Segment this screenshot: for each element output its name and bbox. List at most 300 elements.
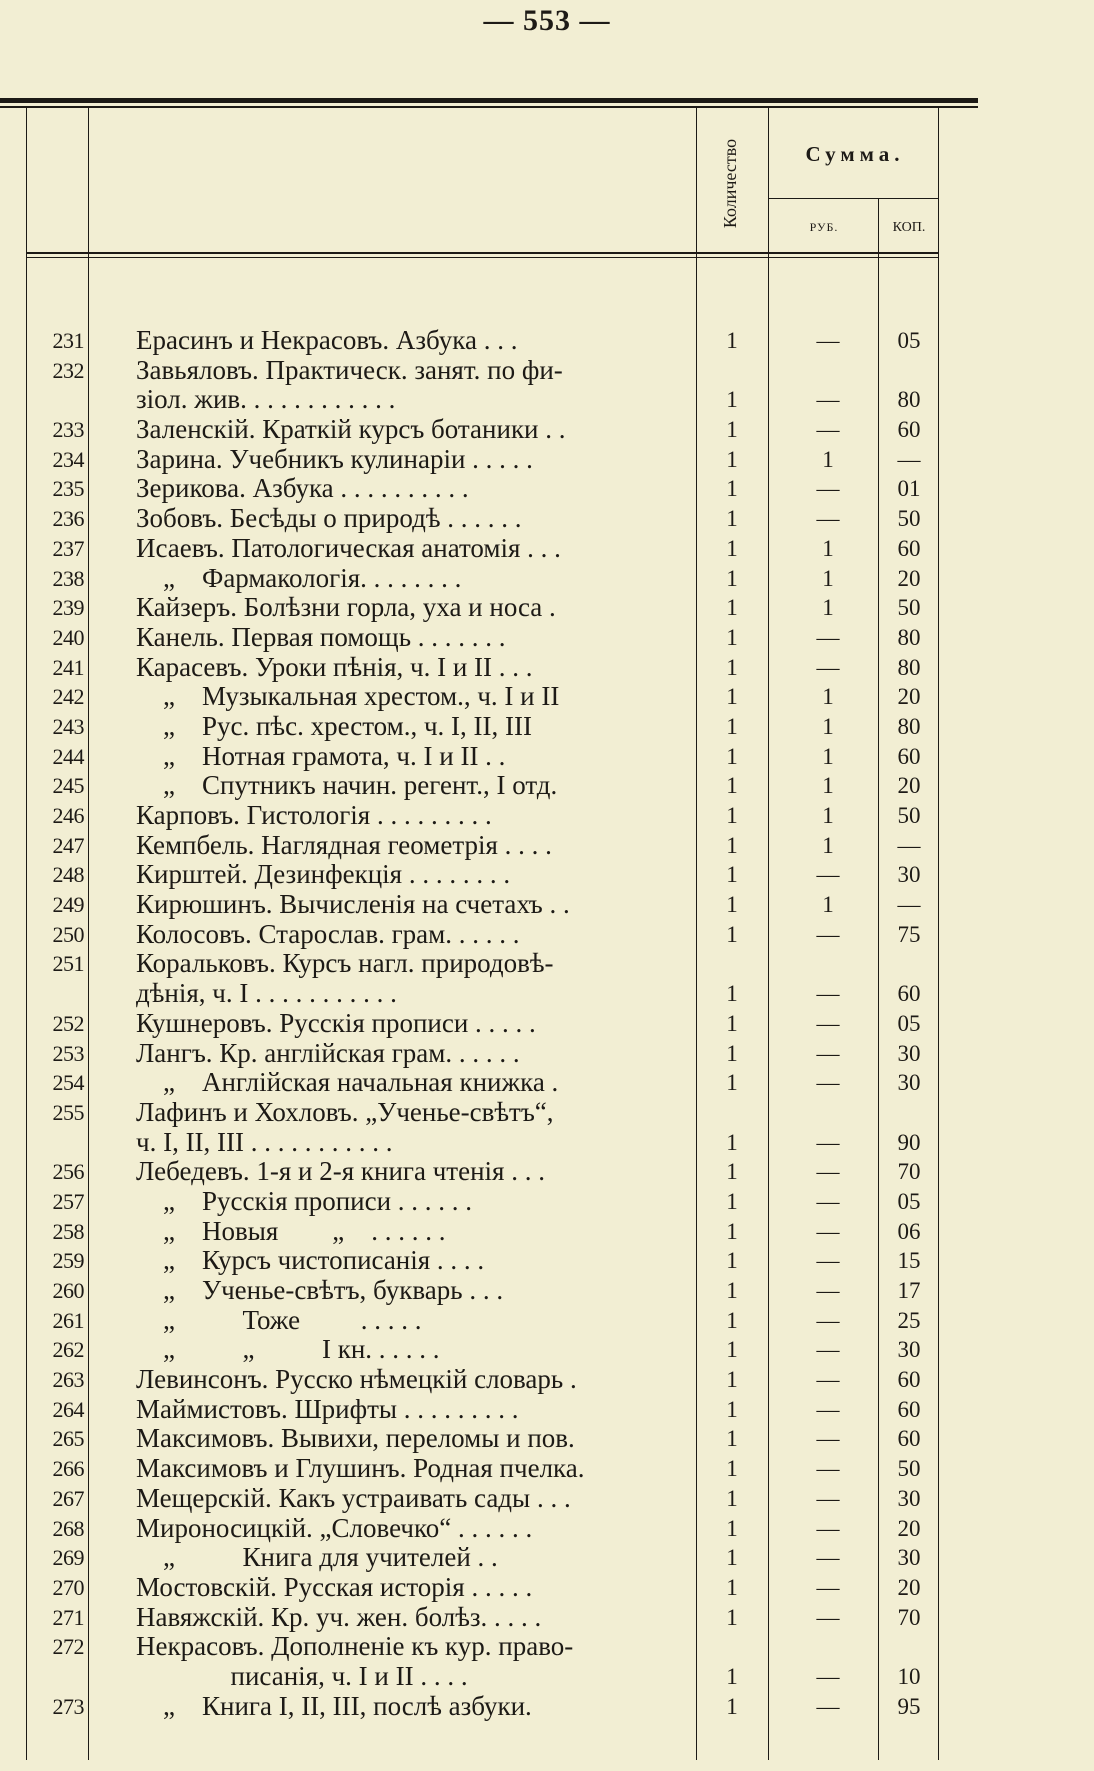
quantity-header: Количество bbox=[720, 138, 741, 228]
qty-value: 1 bbox=[726, 1218, 738, 1244]
entry-title bbox=[136, 1335, 684, 1365]
kop-value: 20 bbox=[897, 684, 921, 710]
table-row bbox=[0, 1395, 1094, 1425]
entry-title bbox=[136, 1098, 684, 1157]
entry-title-line: Завьяловъ. Практическ. занят. по фи- bbox=[136, 355, 563, 385]
entry-number: 269 bbox=[52, 1545, 84, 1571]
entry-title-line: Канель. Первая помощь . . . . . . . bbox=[136, 622, 506, 652]
kop-value: 80 bbox=[897, 387, 921, 413]
entry-title-line: дѣнія, ч. I . . . . . . . . . . . bbox=[136, 978, 397, 1009]
table-row bbox=[0, 1187, 1094, 1217]
catalog-table bbox=[0, 326, 1094, 1721]
entry-title-line: Зарина. Учебникъ кулинаріи . . . . . bbox=[136, 444, 533, 474]
entry-number: 241 bbox=[52, 654, 84, 680]
table-row bbox=[0, 653, 1094, 683]
qty-value: 1 bbox=[726, 1070, 738, 1096]
entry-title bbox=[136, 831, 684, 861]
kop-value: 80 bbox=[897, 624, 921, 650]
entry-title bbox=[136, 1039, 684, 1069]
entry-title-line: Маймистовъ. Шрифты . . . . . . . . . bbox=[136, 1394, 519, 1424]
qty-value: 1 bbox=[726, 803, 738, 828]
rub-value: 1 bbox=[822, 743, 834, 769]
qty-value: 1 bbox=[726, 565, 738, 591]
table-row bbox=[0, 771, 1094, 801]
entry-title-line: „ Новыя „ . . . . . . bbox=[136, 1216, 446, 1246]
qty-value: 1 bbox=[726, 1278, 738, 1304]
rub-value: — bbox=[816, 1040, 840, 1066]
table-row bbox=[0, 1424, 1094, 1454]
table-row bbox=[0, 831, 1094, 861]
rub-value: — bbox=[816, 981, 840, 1007]
qty-value: 1 bbox=[726, 654, 738, 680]
entry-title bbox=[136, 474, 684, 504]
entry-number: 244 bbox=[52, 743, 84, 769]
entry-title bbox=[136, 742, 684, 772]
rub-value: — bbox=[816, 1218, 840, 1244]
qty-value: 1 bbox=[726, 1396, 738, 1422]
entry-title bbox=[136, 653, 684, 683]
kop-value: — bbox=[897, 446, 921, 472]
kop-value: — bbox=[897, 832, 921, 858]
table-row bbox=[0, 1217, 1094, 1247]
entry-title bbox=[136, 564, 684, 594]
entry-title-line: „ Книга для учителей . . bbox=[136, 1543, 498, 1573]
kop-value: 30 bbox=[897, 862, 921, 888]
table-row bbox=[0, 474, 1094, 504]
entry-number: 249 bbox=[52, 892, 84, 918]
qty-value: 1 bbox=[726, 832, 738, 858]
entry-title-line: Кайзеръ. Болѣзни горла, уха и носа . bbox=[136, 593, 556, 623]
table-row bbox=[0, 1157, 1094, 1187]
entry-title-line: Карповъ. Гистологія . . . . . . . . . bbox=[136, 801, 492, 831]
kop-value: 80 bbox=[897, 654, 921, 680]
rub-value: — bbox=[816, 1396, 840, 1422]
entry-number: 272 bbox=[52, 1634, 84, 1660]
rub-value: — bbox=[816, 1515, 840, 1541]
entry-number: 273 bbox=[52, 1693, 84, 1719]
table-row bbox=[0, 504, 1094, 534]
rub-value: — bbox=[816, 506, 840, 532]
qty-value: 1 bbox=[726, 446, 738, 472]
entry-title-line: Навяжскій. Кр. уч. жен. болѣз. . . . . bbox=[136, 1602, 542, 1632]
page-number: — 553 — bbox=[483, 4, 611, 37]
kop-value: 50 bbox=[897, 506, 921, 532]
entry-title bbox=[136, 771, 684, 801]
rub-value: — bbox=[816, 1693, 840, 1719]
rub-value: — bbox=[816, 327, 840, 353]
entry-title-line: „ Книга I, II, III, послѣ азбуки. bbox=[136, 1691, 532, 1721]
qty-value: 1 bbox=[726, 1663, 738, 1689]
qty-value: 1 bbox=[726, 506, 738, 532]
qty-value: 1 bbox=[726, 743, 738, 769]
rub-value: — bbox=[816, 921, 840, 947]
rub-value: 1 bbox=[822, 595, 834, 621]
entry-title bbox=[136, 415, 684, 445]
entry-title-line: Максимовъ и Глушинъ. Родная пчелка. bbox=[136, 1454, 585, 1484]
table-row bbox=[0, 1543, 1094, 1573]
table-row bbox=[0, 1692, 1094, 1722]
rub-value: — bbox=[816, 417, 840, 443]
rub-value: — bbox=[816, 1188, 840, 1214]
top-rule-thin bbox=[0, 106, 978, 108]
entry-title-line: Заленскій. Краткій курсъ ботаники . . bbox=[136, 415, 566, 445]
table-row bbox=[0, 682, 1094, 712]
rub-value: — bbox=[816, 1663, 840, 1689]
entry-number: 258 bbox=[52, 1218, 84, 1244]
rub-value: — bbox=[816, 1070, 840, 1096]
entry-title-line: Мостовскій. Русская исторія . . . . . bbox=[136, 1572, 533, 1602]
entry-title-line: „ Спутникъ начин. регент., I отд. bbox=[136, 771, 558, 801]
entry-title bbox=[136, 1068, 684, 1098]
kop-value: 70 bbox=[897, 1604, 921, 1630]
qty-value: 1 bbox=[726, 1426, 738, 1452]
entry-title bbox=[136, 1603, 684, 1633]
entry-title-line: ч. I, II, III . . . . . . . . . . . bbox=[136, 1126, 393, 1157]
entry-title bbox=[136, 860, 684, 890]
rub-value: 1 bbox=[822, 684, 834, 710]
entry-number: 257 bbox=[52, 1188, 84, 1214]
table-row bbox=[0, 890, 1094, 920]
entry-number: 239 bbox=[52, 595, 84, 621]
qty-value: 1 bbox=[726, 1545, 738, 1571]
entry-title-line: „ Англійская начальная книжка . bbox=[136, 1068, 559, 1098]
qty-value: 1 bbox=[726, 1159, 738, 1185]
rub-value: 1 bbox=[822, 832, 834, 858]
table-row bbox=[0, 1632, 1094, 1691]
table-row bbox=[0, 1365, 1094, 1395]
table-row bbox=[0, 1335, 1094, 1365]
entry-number: 260 bbox=[52, 1278, 84, 1304]
qty-value: 1 bbox=[726, 1604, 738, 1630]
entry-title bbox=[136, 623, 684, 653]
entry-number: 246 bbox=[52, 803, 84, 829]
entry-title bbox=[136, 1514, 684, 1544]
entry-title bbox=[136, 1365, 684, 1395]
qty-value: 1 bbox=[726, 981, 738, 1007]
entry-title bbox=[136, 1632, 684, 1691]
table-row bbox=[0, 593, 1094, 623]
entry-title-line: Мироносицкій. „Словечко“ . . . . . . bbox=[136, 1513, 533, 1543]
kop-value: 50 bbox=[897, 803, 921, 828]
entry-number: 237 bbox=[52, 535, 84, 561]
entry-number: 234 bbox=[52, 446, 84, 472]
entry-title-line: „ Нотная грамота, ч. I и II . . bbox=[136, 741, 506, 771]
entry-number: 238 bbox=[52, 565, 84, 591]
kop-value: 60 bbox=[897, 1367, 921, 1393]
qty-value: 1 bbox=[726, 1040, 738, 1066]
kop-value: 25 bbox=[897, 1307, 921, 1333]
kop-value: 15 bbox=[897, 1248, 921, 1274]
entry-title bbox=[136, 445, 684, 475]
qty-value: 1 bbox=[726, 387, 738, 413]
entry-title bbox=[136, 356, 684, 415]
entry-title-line: Лебедевъ. 1-я и 2-я книга чтенія . . . bbox=[136, 1157, 545, 1187]
qty-value: 1 bbox=[726, 1188, 738, 1214]
entry-number: 268 bbox=[52, 1515, 84, 1541]
rub-value: — bbox=[816, 476, 840, 502]
entry-title-line: Кемпбель. Наглядная геометрія . . . . bbox=[136, 830, 552, 860]
table-row bbox=[0, 712, 1094, 742]
entry-title-line: „ Курсъ чистописанія . . . . bbox=[136, 1246, 485, 1276]
entry-number: 231 bbox=[52, 328, 84, 353]
rub-value: — bbox=[816, 1307, 840, 1333]
entry-title bbox=[136, 682, 684, 712]
entry-title bbox=[136, 1573, 684, 1603]
table-row bbox=[0, 445, 1094, 475]
entry-title-line: „ Рус. пѣс. хрестом., ч. I, II, III bbox=[136, 711, 533, 741]
table-row bbox=[0, 623, 1094, 653]
qty-value: 1 bbox=[726, 1693, 738, 1719]
kop-value: 20 bbox=[897, 773, 921, 799]
entry-number: 242 bbox=[52, 684, 84, 710]
rub-value: 1 bbox=[822, 535, 834, 561]
qty-value: 1 bbox=[726, 892, 738, 918]
table-row bbox=[0, 1573, 1094, 1603]
rub-value: 1 bbox=[822, 773, 834, 799]
kop-value: 95 bbox=[897, 1693, 921, 1719]
qty-value: 1 bbox=[726, 595, 738, 621]
qty-value: 1 bbox=[726, 417, 738, 443]
table-row bbox=[0, 356, 1094, 415]
rub-value: — bbox=[816, 387, 840, 413]
entry-title bbox=[136, 1276, 684, 1306]
kop-value: 20 bbox=[897, 565, 921, 591]
header-rule-thin bbox=[26, 257, 938, 258]
entry-number: 263 bbox=[52, 1367, 84, 1393]
entry-title-line: Кирюшинъ. Вычисленія на счетахъ . . bbox=[136, 890, 570, 920]
table-row bbox=[0, 1484, 1094, 1514]
entry-title bbox=[136, 890, 684, 920]
rub-value: 1 bbox=[822, 446, 834, 472]
kop-value: 70 bbox=[897, 1159, 921, 1185]
rub-value: — bbox=[816, 1574, 840, 1600]
kop-value: 30 bbox=[897, 1040, 921, 1066]
entry-title bbox=[136, 1246, 684, 1276]
kop-value: 30 bbox=[897, 1545, 921, 1571]
entry-title-line: Ерасинъ и Некрасовъ. Азбука . . . bbox=[136, 326, 518, 355]
entry-title-line: Зерикова. Азбука . . . . . . . . . . bbox=[136, 474, 469, 504]
entry-title bbox=[136, 1424, 684, 1454]
kop-value: 60 bbox=[897, 535, 921, 561]
rub-value: 1 bbox=[822, 713, 834, 739]
entry-title-line: Зобовъ. Бесѣды о природѣ . . . . . . bbox=[136, 504, 522, 534]
rub-value: — bbox=[816, 1456, 840, 1482]
entry-title bbox=[136, 920, 684, 950]
rub-value: 1 bbox=[822, 892, 834, 918]
entry-title bbox=[136, 1484, 684, 1514]
entry-title-line: Некрасовъ. Дополненіе къ кур. право- bbox=[136, 1632, 574, 1662]
table-row bbox=[0, 1068, 1094, 1098]
entry-number: 235 bbox=[52, 476, 84, 502]
entry-title-line: „ Ученье-свѣтъ, букварь . . . bbox=[136, 1276, 504, 1306]
rub-value: — bbox=[816, 1367, 840, 1393]
qty-value: 1 bbox=[726, 535, 738, 561]
qty-value: 1 bbox=[726, 713, 738, 739]
qty-value: 1 bbox=[726, 921, 738, 947]
qty-value: 1 bbox=[726, 1248, 738, 1274]
header-rule bbox=[26, 252, 938, 254]
entry-title-line: Мещерскій. Какъ устраивать сады . . . bbox=[136, 1483, 571, 1513]
entry-title-line: писанія, ч. I и II . . . . bbox=[136, 1660, 468, 1691]
table-row bbox=[0, 1098, 1094, 1157]
entry-number: 256 bbox=[52, 1159, 84, 1185]
entry-title bbox=[136, 504, 684, 534]
rub-value: — bbox=[816, 1129, 840, 1155]
entry-title bbox=[136, 712, 684, 742]
kop-value: 30 bbox=[897, 1070, 921, 1096]
entry-title bbox=[136, 1217, 684, 1247]
entry-number: 261 bbox=[52, 1307, 84, 1333]
entry-number: 255 bbox=[52, 1099, 84, 1125]
rub-value: — bbox=[816, 1159, 840, 1185]
entry-number: 271 bbox=[52, 1604, 84, 1630]
kop-value: 90 bbox=[897, 1129, 921, 1155]
entry-title bbox=[136, 326, 684, 356]
kop-value: 80 bbox=[897, 713, 921, 739]
entry-number: 267 bbox=[52, 1485, 84, 1511]
entry-number: 265 bbox=[52, 1426, 84, 1452]
entry-number: 247 bbox=[52, 832, 84, 858]
rub-value: 1 bbox=[822, 803, 834, 828]
kop-value: 30 bbox=[897, 1337, 921, 1363]
rub-value: — bbox=[816, 624, 840, 650]
kop-value: 60 bbox=[897, 981, 921, 1007]
rub-value: — bbox=[816, 1545, 840, 1571]
qty-value: 1 bbox=[726, 773, 738, 799]
top-rule bbox=[0, 98, 978, 103]
rub-value: — bbox=[816, 1426, 840, 1452]
entry-title bbox=[136, 1543, 684, 1573]
kop-value: 05 bbox=[897, 1188, 921, 1214]
table-row bbox=[0, 326, 1094, 356]
entry-title bbox=[136, 1395, 684, 1425]
qty-value: 1 bbox=[726, 1456, 738, 1482]
kop-value: 06 bbox=[897, 1218, 921, 1244]
qty-value: 1 bbox=[726, 1574, 738, 1600]
entry-number: 243 bbox=[52, 713, 84, 739]
entry-number: 250 bbox=[52, 921, 84, 947]
kop-value: 05 bbox=[897, 1010, 921, 1036]
kop-value: 10 bbox=[897, 1663, 921, 1689]
kop-value: 20 bbox=[897, 1574, 921, 1600]
kop-value: 01 bbox=[897, 476, 921, 502]
entry-title-line: Лангъ. Кр. англійская грам. . . . . . bbox=[136, 1038, 520, 1068]
kop-header: КОП. bbox=[892, 220, 926, 235]
entry-title bbox=[136, 1157, 684, 1187]
kop-value: 60 bbox=[897, 743, 921, 769]
qty-value: 1 bbox=[726, 1307, 738, 1333]
entry-title-line: Кушнеровъ. Русскія прописи . . . . . bbox=[136, 1008, 536, 1038]
table-row bbox=[0, 415, 1094, 445]
entry-number: 245 bbox=[52, 773, 84, 799]
entry-number: 262 bbox=[52, 1337, 84, 1363]
entry-title-line: Коральковъ. Курсъ нагл. природовѣ- bbox=[136, 949, 554, 979]
entry-title-line: зіол. жив. . . . . . . . . . . . bbox=[136, 384, 396, 415]
entry-title-line: Карасевъ. Уроки пѣнія, ч. I и II . . . bbox=[136, 652, 533, 682]
entry-title bbox=[136, 1187, 684, 1217]
table-row bbox=[0, 564, 1094, 594]
entry-title bbox=[136, 1009, 684, 1039]
qty-value: 1 bbox=[726, 1337, 738, 1363]
qty-value: 1 bbox=[726, 1367, 738, 1393]
table-row bbox=[0, 1454, 1094, 1484]
qty-value: 1 bbox=[726, 1485, 738, 1511]
qty-value: 1 bbox=[726, 1515, 738, 1541]
rub-value: — bbox=[816, 862, 840, 888]
table-row bbox=[0, 742, 1094, 772]
qty-value: 1 bbox=[726, 327, 738, 353]
entry-title-line: „ Музыкальная хрестом., ч. I и II bbox=[136, 682, 560, 712]
rub-header: РУБ. bbox=[809, 220, 839, 234]
rub-value: — bbox=[816, 1604, 840, 1630]
sum-subheader-rule bbox=[768, 198, 938, 199]
entry-title bbox=[136, 1692, 684, 1722]
sum-header: Сумма. bbox=[805, 142, 905, 166]
table-row bbox=[0, 1246, 1094, 1276]
entry-title bbox=[136, 949, 684, 1008]
entry-title bbox=[136, 1454, 684, 1484]
qty-value: 1 bbox=[726, 624, 738, 650]
rub-value: — bbox=[816, 1485, 840, 1511]
table-row bbox=[0, 920, 1094, 950]
kop-value: — bbox=[897, 892, 921, 918]
entry-number: 248 bbox=[52, 862, 84, 888]
entry-number: 259 bbox=[52, 1248, 84, 1274]
kop-value: 50 bbox=[897, 595, 921, 621]
rub-value: — bbox=[816, 1337, 840, 1363]
kop-value: 17 bbox=[897, 1278, 921, 1304]
entry-title-line: Кирштей. Дезинфекція . . . . . . . . bbox=[136, 860, 511, 890]
rub-value: — bbox=[816, 1278, 840, 1304]
entry-title-line: Максимовъ. Вывихи, переломы и пов. bbox=[136, 1424, 575, 1454]
entry-title-line: „ Тоже . . . . . bbox=[136, 1305, 422, 1335]
entry-title-line: Колосовъ. Старослав. грам. . . . . . bbox=[136, 919, 520, 949]
entry-number: 253 bbox=[52, 1040, 84, 1066]
qty-value: 1 bbox=[726, 1129, 738, 1155]
entry-number: 232 bbox=[52, 357, 84, 383]
entry-title-line: „ Русскія прописи . . . . . . bbox=[136, 1186, 473, 1216]
kop-value: 60 bbox=[897, 1426, 921, 1452]
table-row bbox=[0, 1514, 1094, 1544]
qty-value: 1 bbox=[726, 476, 738, 502]
rub-value: — bbox=[816, 1248, 840, 1274]
table-row bbox=[0, 1276, 1094, 1306]
entry-title bbox=[136, 1306, 684, 1336]
rub-value: — bbox=[816, 1010, 840, 1036]
entry-title-line: Лафинъ и Хохловъ. „Ученье-свѣтъ“, bbox=[136, 1097, 554, 1127]
table-row bbox=[0, 1306, 1094, 1336]
entry-title-line: Левинсонъ. Русско нѣмецкій словарь . bbox=[136, 1365, 577, 1395]
entry-number: 264 bbox=[52, 1396, 84, 1422]
table-row bbox=[0, 1009, 1094, 1039]
entry-title bbox=[136, 801, 684, 831]
entry-title-line: „ „ I кн. . . . . . bbox=[136, 1335, 440, 1365]
rub-value: — bbox=[816, 654, 840, 680]
rub-value: 1 bbox=[822, 565, 834, 591]
kop-value: 75 bbox=[897, 921, 921, 947]
entry-number: 252 bbox=[52, 1010, 84, 1036]
kop-value: 30 bbox=[897, 1485, 921, 1511]
entry-title-line: Исаевъ. Патологическая анатомія . . . bbox=[136, 533, 561, 563]
table-row bbox=[0, 860, 1094, 890]
entry-number: 251 bbox=[52, 951, 84, 977]
entry-title-line: „ Фармакологія. . . . . . . . bbox=[136, 563, 462, 593]
entry-number: 233 bbox=[52, 417, 84, 443]
entry-number: 266 bbox=[52, 1456, 84, 1482]
entry-number: 236 bbox=[52, 506, 84, 532]
entry-title bbox=[136, 534, 684, 564]
entry-number: 240 bbox=[52, 624, 84, 650]
